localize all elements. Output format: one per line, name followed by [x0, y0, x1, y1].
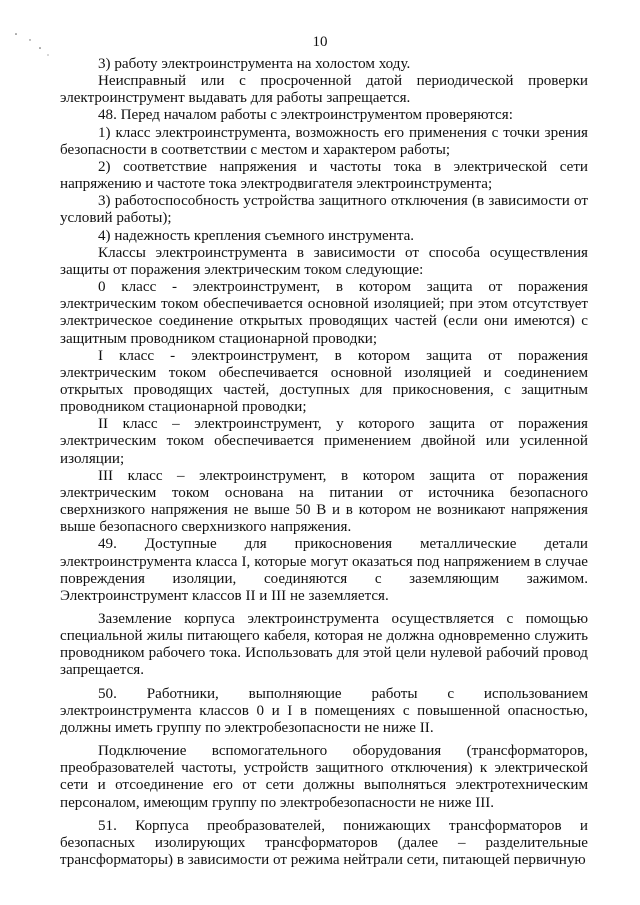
paragraph: 49. Доступные для прикосновения металлические детали электроинструмента класса I, которые могут оказаться под напряжением в случае повреждения изоляции, соединяются с заземляющим зажимом. Электроинструмент классов II и III не заземляется. — [60, 536, 588, 604]
paragraph: 50. Работники, выполняющие работы с использованием электроинструмента классов 0 и I в помещениях с повышенной опасностью, должны иметь группу по электробезопасности не ниже II. — [60, 685, 588, 736]
paragraph: 1) класс электроинструмента, возможность его применения с точки зрения безопасности в соответствии с местом и характером работы; — [60, 124, 588, 158]
paragraph: 48. Перед началом работы с электроинструментом проверяются: — [98, 107, 513, 124]
page-number: 10 — [312, 34, 328, 50]
paragraph: Подключение вспомогательного оборудования (трансформаторов, преобразователей частоты, устройств защитного отключения) к электрической сети и отсоединение его от сети должны выполняться электротехническим персоналом, имеющим группу по электробезопасности не ниже III. — [60, 743, 588, 811]
paragraph: I класс - электроинструмент, в котором защита от поражения электрическим током обеспечивается основной изоляцией и соединением открытых проводящих частей, доступных для прикосновения, с защитным проводником стационарной проводки; — [60, 347, 588, 416]
paragraph: 0 класс - электроинструмент, в котором защита от поражения электрическим током обеспечивается основной изоляцией; при этом отсутствует электрическое соединение открытых проводящих частей (если они имеются) с защитным проводником стационарной проводки; — [60, 279, 588, 347]
paragraph: 4) надежность крепления съемного инструмента. — [98, 227, 415, 244]
paragraph: 2) соответствие напряжения и частоты тока в электрической сети напряжению и частоте тока электродвигателя электроинструмента; — [60, 158, 588, 193]
paragraph: II класс – электроинструмент, у которого защита от поражения электрическим током обеспечивается применением двойной или усиленной изоляции; — [60, 416, 588, 467]
paragraph: 3) работоспособность устройства защитного отключения (в зависимости от условий работы); — [60, 193, 588, 227]
scan-speck-marks — [12, 28, 52, 58]
paragraph: 3) работу электроинструмента на холостом ходу. — [98, 56, 411, 72]
paragraph: Классы электроинструмента в зависимости от способа осуществления защиты от поражения электрическим током следующие: — [60, 244, 588, 278]
paragraph: Неисправный или с просроченной датой периодической проверки электроинструмент выдавать для работы запрещается. — [60, 73, 588, 107]
document-body — [60, 56, 588, 869]
paragraph: Заземление корпуса электроинструмента осуществляется с помощью специальной жилы питающего кабеля, которая не должна одновременно служить проводником рабочего тока. Использовать для этой цели нулевой рабочий провод запрещается. — [60, 611, 588, 679]
paragraph: III класс – электроинструмент, в котором защита от поражения электрическим током основана на питании от источника безопасного сверхнизкого напряжения не выше 50 В и в котором не возникают напряжения выше безопасного сверхнизкого напряжения. — [60, 467, 588, 536]
paragraph: 51. Корпуса преобразователей, понижающих трансформаторов и безопасных изолирующих трансформаторов (далее – разделительные трансформаторы) в зависимости от режима нейтрали сети, питающей первичную — [60, 817, 588, 869]
